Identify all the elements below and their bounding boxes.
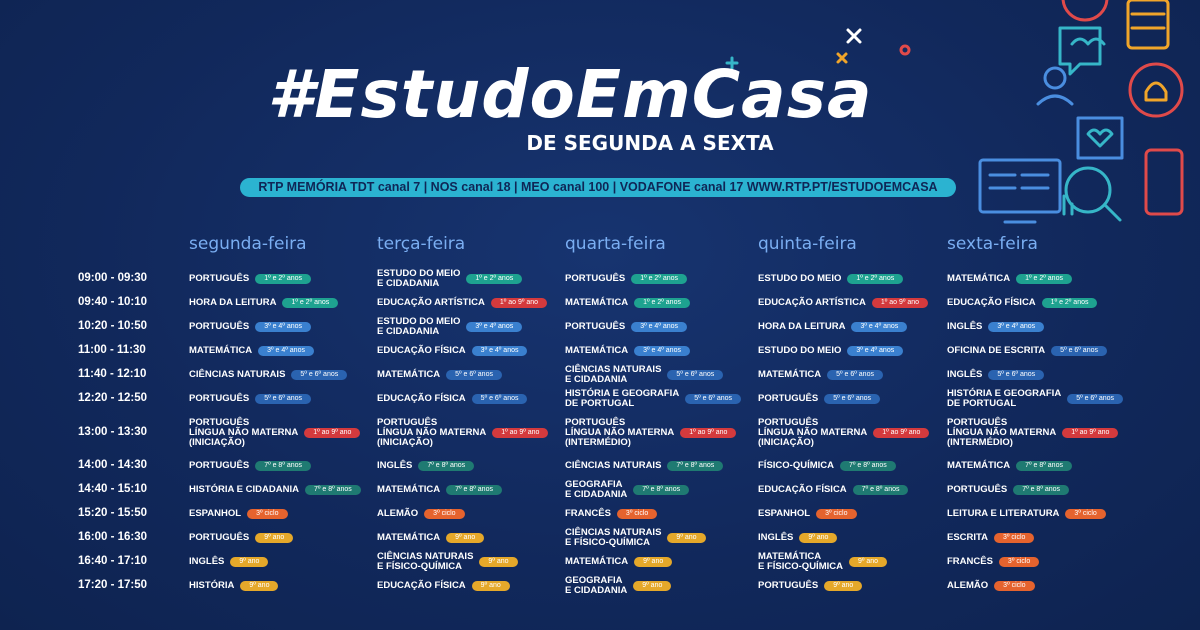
grade-badge: 9º ano: [240, 581, 278, 591]
schedule-cell: [189, 274, 311, 284]
subject-label: CIÊNCIAS NATURAIS: [189, 369, 286, 380]
schedule-cell: [189, 557, 268, 567]
grade-badge: 3º e 4º anos: [466, 322, 522, 332]
day-header: segunda-feira: [189, 234, 307, 254]
subject-label: ALEMÃO: [947, 580, 989, 591]
grade-badge: 3º ciclo: [816, 509, 856, 519]
schedule-cell: [947, 581, 1035, 591]
subject-label: MATEMÁTICA: [565, 297, 629, 308]
subject-label: PORTUGUÊS: [565, 321, 626, 332]
time-slot: 13:00 - 13:30: [78, 426, 148, 438]
grade-badge: 3º ciclo: [999, 557, 1039, 567]
time-slot: 10:20 - 10:50: [78, 320, 148, 332]
time-slot: 09:40 - 10:10: [78, 296, 148, 308]
subject-label: INGLÊS: [947, 321, 983, 332]
subject-label: INGLÊS: [189, 556, 225, 567]
grade-badge: 9º ano: [230, 557, 268, 567]
grade-badge: 3º e 4º anos: [634, 346, 690, 356]
subject-label: PORTUGUÊS LÍNGUA NÃO MATERNA (INICIAÇÃO): [758, 417, 868, 448]
schedule-cell: [565, 461, 723, 471]
grade-badge: 5º e 6º anos: [824, 394, 880, 404]
subject-label: FRANCÊS: [565, 508, 611, 519]
schedule-cell: [758, 322, 907, 332]
subject-label: GEOGRAFIA E CIDADANIA: [565, 479, 628, 500]
subject-label: OFICINA DE ESCRITA: [947, 345, 1046, 356]
schedule-cell: [377, 346, 527, 356]
grade-badge: 9º ano: [472, 581, 510, 591]
grade-badge: 7º e 8º anos: [446, 485, 502, 495]
subject-label: HORA DA LEITURA: [189, 297, 277, 308]
subject-label: INGLÊS: [947, 369, 983, 380]
subject-label: MATEMÁTICA: [377, 484, 441, 495]
schedule-cell: [377, 418, 548, 448]
schedule-cell: [758, 298, 928, 308]
subject-label: PORTUGUÊS LÍNGUA NÃO MATERNA (INICIAÇÃO): [189, 417, 299, 448]
subject-label: ESPANHOL: [189, 508, 242, 519]
grade-badge: 5º e 6º anos: [1067, 394, 1123, 404]
subject-label: MATEMÁTICA: [758, 369, 822, 380]
grade-badge: 1º e 2º anos: [1042, 298, 1098, 308]
grade-badge: 1º e 2º anos: [631, 274, 687, 284]
grade-badge: 1º e 2º anos: [255, 274, 311, 284]
schedule-cell: [377, 370, 502, 380]
grade-badge: 7º e 8º anos: [853, 485, 909, 495]
subject-label: ESTUDO DO MEIO E CIDADANIA: [377, 316, 461, 337]
schedule-cell: [565, 346, 690, 356]
grade-badge: 3º e 4º anos: [631, 322, 687, 332]
schedule-cell: [377, 552, 518, 572]
schedule-cell: [377, 298, 547, 308]
schedule-cell: [377, 509, 465, 519]
subject-label: EDUCAÇÃO ARTÍSTICA: [758, 297, 866, 308]
schedule-cell: [377, 394, 527, 404]
schedule-cell: [565, 509, 657, 519]
grade-badge: 9º ano: [479, 557, 517, 567]
subject-label: HISTÓRIA E GEOGRAFIA DE PORTUGAL: [947, 388, 1062, 409]
grade-badge: 3º ciclo: [994, 533, 1034, 543]
schedule-cell: [565, 480, 689, 500]
schedule-cell: [758, 509, 857, 519]
subject-label: PORTUGUÊS: [947, 484, 1008, 495]
time-slot: 16:00 - 16:30: [78, 531, 148, 543]
grade-badge: 3º e 4º anos: [988, 322, 1044, 332]
subject-label: INGLÊS: [758, 532, 794, 543]
grade-badge: 1º e 2º anos: [282, 298, 338, 308]
schedule-cell: [565, 274, 687, 284]
grade-badge: 7º e 8º anos: [255, 461, 311, 471]
schedule-cell: [189, 533, 293, 543]
grade-badge: 9º ano: [634, 557, 672, 567]
subject-label: ESPANHOL: [758, 508, 811, 519]
grade-badge: 9º ano: [667, 533, 705, 543]
grade-badge: 9º ano: [799, 533, 837, 543]
subject-label: CIÊNCIAS NATURAIS E FÍSICO-QUÍMICA: [377, 551, 474, 572]
page-subtitle: DE SEGUNDA A SEXTA: [526, 131, 774, 155]
schedule-cell: [377, 269, 522, 289]
schedule-cell: [189, 322, 311, 332]
grade-badge: 1º e 2º anos: [466, 274, 522, 284]
schedule-cell: [947, 461, 1072, 471]
schedule-cell: [758, 394, 880, 404]
time-slot: 14:00 - 14:30: [78, 459, 148, 471]
subject-label: MATEMÁTICA: [377, 532, 441, 543]
schedule-cell: [565, 576, 671, 596]
grade-badge: 5º e 6º anos: [988, 370, 1044, 380]
subject-label: PORTUGUÊS: [565, 273, 626, 284]
grade-badge: 7º e 8º anos: [667, 461, 723, 471]
subject-label: MATEMÁTICA: [189, 345, 253, 356]
subject-label: PORTUGUÊS: [189, 460, 250, 471]
schedule-cell: [758, 370, 883, 380]
subject-label: PORTUGUÊS: [758, 393, 819, 404]
grade-badge: 3º ciclo: [424, 509, 464, 519]
grade-badge: 5º e 6º anos: [255, 394, 311, 404]
subject-label: PORTUGUÊS LÍNGUA NÃO MATERNA (INTERMÉDIO): [565, 417, 675, 448]
day-header: quarta-feira: [565, 234, 666, 254]
subject-label: FRANCÊS: [947, 556, 993, 567]
time-slot: 14:40 - 15:10: [78, 483, 148, 495]
schedule-cell: [758, 581, 862, 591]
schedule-cell: [947, 322, 1044, 332]
grade-badge: 7º e 8º anos: [1013, 485, 1069, 495]
schedule-cell: [565, 322, 687, 332]
grade-badge: 5º e 6º anos: [667, 370, 723, 380]
subject-label: PORTUGUÊS LÍNGUA NÃO MATERNA (INICIAÇÃO): [377, 417, 487, 448]
subject-label: MATEMÁTICA: [947, 460, 1011, 471]
schedule-cell: [189, 461, 311, 471]
schedule-cell: [947, 557, 1039, 567]
grade-badge: 5º e 6º anos: [291, 370, 347, 380]
time-slot: 16:40 - 17:10: [78, 555, 148, 567]
subject-label: PORTUGUÊS LÍNGUA NÃO MATERNA (INTERMÉDIO): [947, 417, 1057, 448]
grade-badge: 5º e 6º anos: [685, 394, 741, 404]
subject-label: EDUCAÇÃO FÍSICA: [377, 580, 466, 591]
grade-badge: 1º ao 9º ano: [491, 298, 547, 308]
day-header: sexta-feira: [947, 234, 1038, 254]
subject-label: EDUCAÇÃO FÍSICA: [377, 393, 466, 404]
page-title: #EstudoEmCasa: [267, 56, 873, 133]
grade-badge: 3º e 4º anos: [851, 322, 907, 332]
schedule-cell: [947, 389, 1123, 409]
grade-badge: 1º ao 9º ano: [1062, 428, 1118, 438]
time-slot: 17:20 - 17:50: [78, 579, 148, 591]
grade-badge: 1º ao 9º ano: [680, 428, 736, 438]
schedule-cell: [947, 533, 1034, 543]
grade-badge: 3º ciclo: [247, 509, 287, 519]
subject-label: CIÊNCIAS NATURAIS: [565, 460, 662, 471]
grade-badge: 7º e 8º anos: [305, 485, 361, 495]
grade-badge: 7º e 8º anos: [840, 461, 896, 471]
time-slot: 11:00 - 11:30: [78, 344, 146, 356]
schedule-cell: [189, 485, 361, 495]
schedule-cell: [947, 370, 1044, 380]
schedule-cell: [758, 346, 903, 356]
grade-badge: 5º e 6º anos: [1051, 346, 1107, 356]
grade-badge: 1º ao 9º ano: [492, 428, 548, 438]
grade-badge: 3º ciclo: [617, 509, 657, 519]
grade-badge: 3º e 4º anos: [847, 346, 903, 356]
grade-badge: 1º ao 9º ano: [872, 298, 928, 308]
schedule-cell: [189, 346, 314, 356]
subject-label: CIÊNCIAS NATURAIS E CIDADANIA: [565, 364, 662, 385]
time-slot: 11:40 - 12:10: [78, 368, 147, 380]
grade-badge: 3º ciclo: [994, 581, 1034, 591]
schedule-cell: [758, 461, 896, 471]
schedule-cell: [189, 581, 278, 591]
subject-label: INGLÊS: [377, 460, 413, 471]
time-slot: 15:20 - 15:50: [78, 507, 148, 519]
schedule-cell: [758, 274, 903, 284]
subject-label: CIÊNCIAS NATURAIS E FÍSICO-QUÍMICA: [565, 527, 662, 548]
subject-label: EDUCAÇÃO FÍSICA: [377, 345, 466, 356]
schedule-cell: [565, 528, 706, 548]
time-slot: 12:20 - 12:50: [78, 392, 148, 404]
time-slot: 09:00 - 09:30: [78, 272, 148, 284]
grade-badge: 3º ciclo: [1065, 509, 1105, 519]
subject-label: PORTUGUÊS: [189, 393, 250, 404]
schedule-cell: [565, 298, 690, 308]
schedule-cell: [758, 533, 837, 543]
schedule-cell: [189, 509, 288, 519]
grade-badge: 5º e 6º anos: [472, 394, 528, 404]
schedule-cell: [565, 389, 741, 409]
subject-label: HISTÓRIA E CIDADANIA: [189, 484, 299, 495]
schedule-cell: [377, 533, 484, 543]
grade-badge: 9º ano: [849, 557, 887, 567]
grade-badge: 3º e 4º anos: [258, 346, 314, 356]
subject-label: ESTUDO DO MEIO: [758, 273, 842, 284]
schedule-cell: [947, 274, 1072, 284]
grade-badge: 5º e 6º anos: [827, 370, 883, 380]
subject-label: ESCRITA: [947, 532, 988, 543]
day-header: quinta-feira: [758, 234, 857, 254]
subject-label: ESTUDO DO MEIO E CIDADANIA: [377, 268, 461, 289]
schedule-cell: [189, 298, 338, 308]
subject-label: HISTÓRIA: [189, 580, 235, 591]
subject-label: ESTUDO DO MEIO: [758, 345, 842, 356]
grade-badge: 1º ao 9º ano: [304, 428, 360, 438]
subject-label: PORTUGUÊS: [189, 273, 250, 284]
grade-badge: 1º e 2º anos: [1016, 274, 1072, 284]
schedule-cell: [565, 557, 672, 567]
schedule-cell: [758, 418, 929, 448]
schedule-cell: [565, 365, 723, 385]
subject-label: MATEMÁTICA: [377, 369, 441, 380]
day-header: terça-feira: [377, 234, 466, 254]
subject-label: HISTÓRIA E GEOGRAFIA DE PORTUGAL: [565, 388, 680, 409]
grade-badge: 5º e 6º anos: [446, 370, 502, 380]
schedule-cell: [377, 581, 510, 591]
subject-label: PORTUGUÊS: [758, 580, 819, 591]
schedule-cell: [758, 485, 908, 495]
grade-badge: 7º e 8º anos: [1016, 461, 1072, 471]
schedule-cell: [947, 346, 1107, 356]
grade-badge: 3º e 4º anos: [472, 346, 528, 356]
subject-label: ALEMÃO: [377, 508, 419, 519]
subject-label: EDUCAÇÃO FÍSICA: [947, 297, 1036, 308]
schedule-cell: [758, 552, 887, 572]
schedule-cell: [947, 509, 1106, 519]
schedule-cell: [947, 418, 1118, 448]
subject-label: GEOGRAFIA E CIDADANIA: [565, 575, 628, 596]
subject-label: PORTUGUÊS: [189, 321, 250, 332]
subject-label: MATEMÁTICA: [947, 273, 1011, 284]
schedule-cell: [189, 394, 311, 404]
grade-badge: 9º ano: [446, 533, 484, 543]
subject-label: EDUCAÇÃO ARTÍSTICA: [377, 297, 485, 308]
grade-badge: 1º ao 9º ano: [873, 428, 929, 438]
schedule-cell: [947, 298, 1097, 308]
grade-badge: 1º e 2º anos: [847, 274, 903, 284]
subject-label: EDUCAÇÃO FÍSICA: [758, 484, 847, 495]
grade-badge: 7º e 8º anos: [633, 485, 689, 495]
subject-label: MATEMÁTICA: [565, 345, 629, 356]
schedule-cell: [377, 461, 474, 471]
subject-label: LEITURA E LITERATURA: [947, 508, 1060, 519]
subject-label: MATEMÁTICA E FÍSICO-QUÍMICA: [758, 551, 843, 572]
subject-label: FÍSICO-QUÍMICA: [758, 460, 834, 471]
channels-banner: RTP MEMÓRIA TDT canal 7 | NOS canal 18 | MEO canal 100 | VODAFONE canal 17 WWW.RTP.PT/ESTUDOEMCASA: [240, 178, 956, 197]
grade-badge: 3º e 4º anos: [255, 322, 311, 332]
schedule-cell: [189, 370, 347, 380]
grade-badge: 1º e 2º anos: [634, 298, 690, 308]
schedule-cell: [377, 485, 502, 495]
grade-badge: 7º e 8º anos: [418, 461, 474, 471]
subject-label: PORTUGUÊS: [189, 532, 250, 543]
schedule-cell: [947, 485, 1069, 495]
grade-badge: 9º ano: [255, 533, 293, 543]
grade-badge: 9º ano: [824, 581, 862, 591]
subject-label: HORA DA LEITURA: [758, 321, 846, 332]
schedule-cell: [189, 418, 360, 448]
subject-label: MATEMÁTICA: [565, 556, 629, 567]
schedule-cell: [377, 317, 522, 337]
grade-badge: 9º ano: [633, 581, 671, 591]
schedule-cell: [565, 418, 736, 448]
